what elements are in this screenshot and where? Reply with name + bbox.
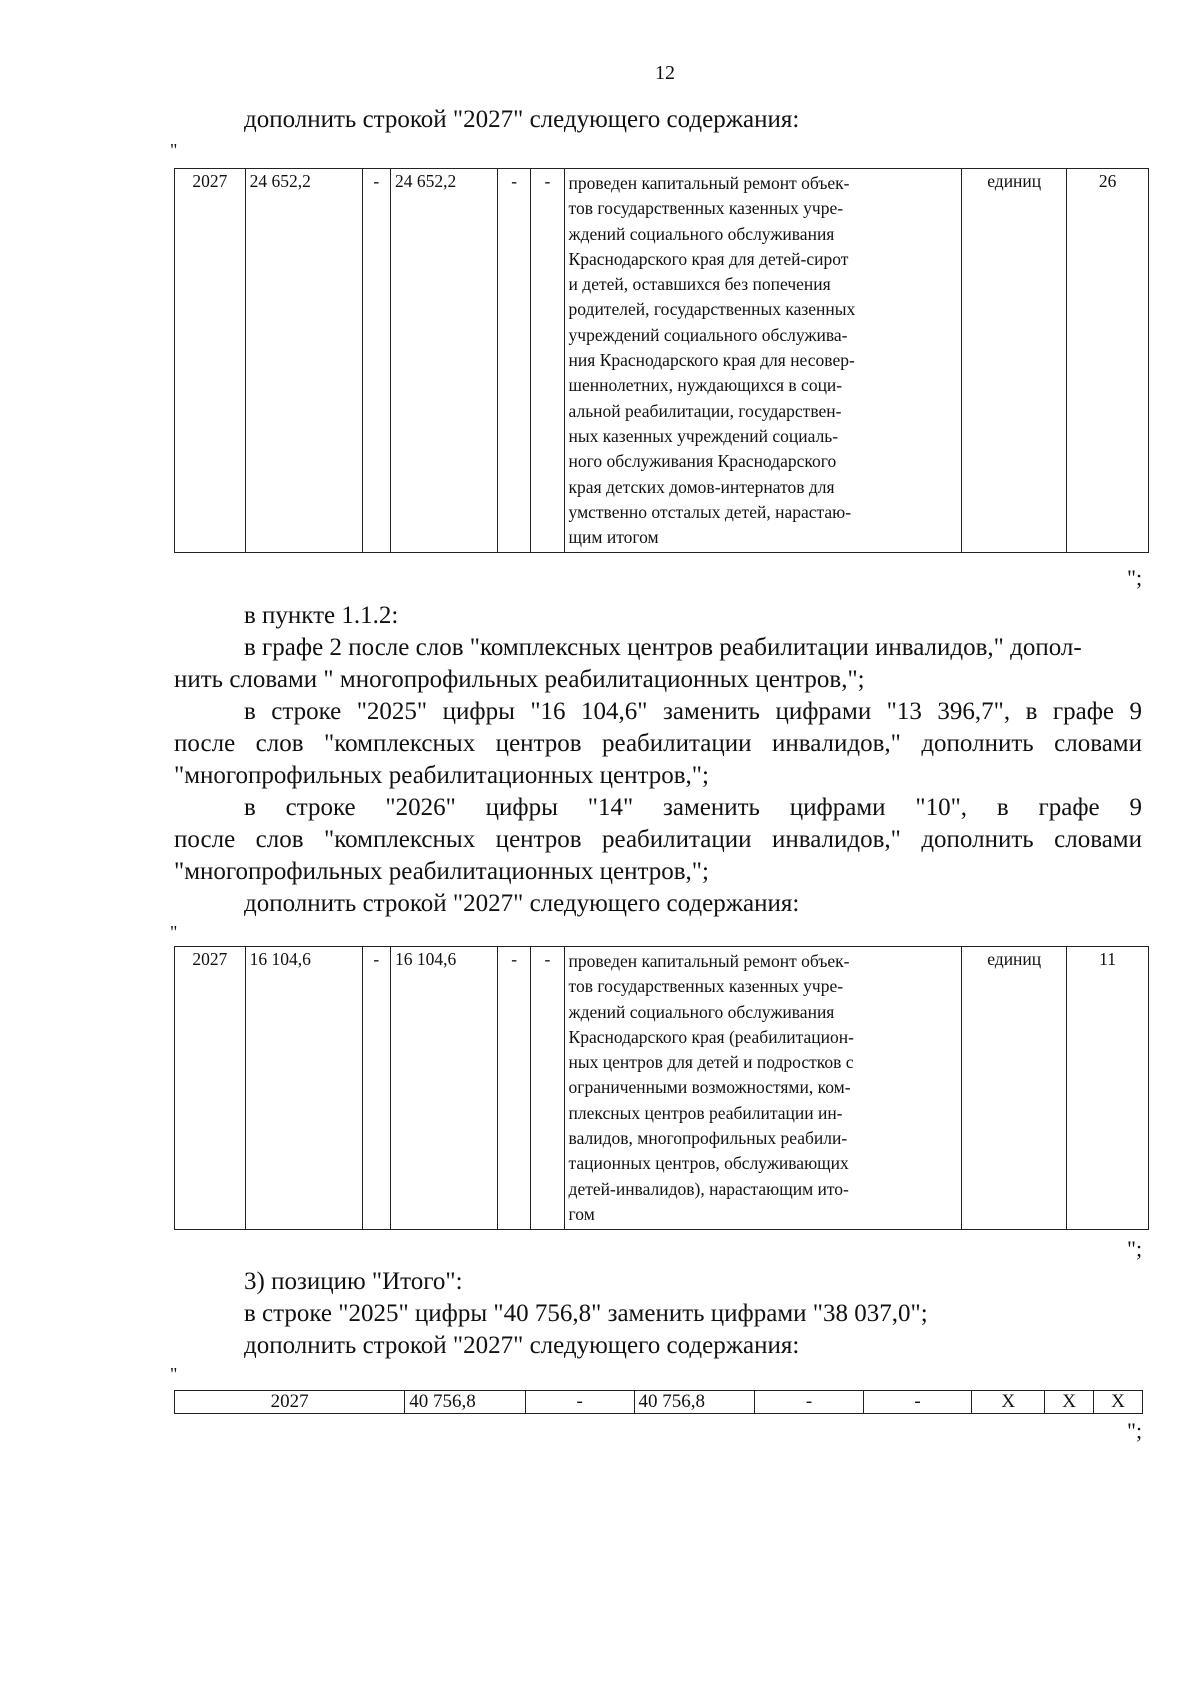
open-quote: ": [170, 1364, 178, 1384]
cell-col4: 16 104,6: [390, 947, 497, 1230]
close-quote: ";: [1127, 565, 1143, 590]
cell-year: 2027: [175, 947, 246, 1230]
section2-line3: нить словами " многопрофильных реабилитационных центров,";: [174, 666, 865, 693]
description-line: проведен капитальный ремонт объек-: [568, 951, 850, 971]
table-row: [175, 1391, 1143, 1414]
description-line: детей-инвалидов), нарастающим ито-: [568, 1178, 849, 1199]
cell-value: 11: [1067, 947, 1149, 1230]
table-2027-row-1: [174, 168, 1149, 553]
section2-line5: после слов "комплексных центров реабилитации инвалидов," дополнить словами: [174, 730, 1142, 757]
cell-total: 24 652,2: [245, 169, 362, 553]
description-line: учреждений социального обслужива-: [568, 324, 848, 345]
table-2027-total: [174, 1390, 1143, 1414]
description-line: Краснодарского края (реабилитацион-: [568, 1026, 854, 1047]
cell-col6: -: [863, 1391, 972, 1414]
description-line: родителей, государственных казенных: [568, 299, 856, 320]
cell-x3: X: [1094, 1391, 1143, 1414]
description-line: и детей, оставшихся без попечения: [568, 274, 831, 295]
description-text: [569, 171, 958, 550]
section3-line1: 3) позицию "Итого":: [244, 1268, 463, 1295]
intro-line: дополнить строкой "2027" следующего содержания:: [244, 106, 800, 133]
section2-line2: в графе 2 после слов "комплексных центров реабилитации инвалидов," допол-: [244, 634, 1082, 661]
section3-line2: в строке "2025" цифры "40 756,8" заменить цифрами "38 037,0";: [244, 1300, 928, 1327]
cell-col5: -: [497, 947, 530, 1230]
page-number: 12: [655, 62, 675, 84]
section2-line6: "многопрофильных реабилитационных центров,";: [174, 762, 709, 789]
cell-unit: единиц: [962, 947, 1067, 1230]
cell-x2: X: [1045, 1391, 1094, 1414]
open-quote: ": [170, 140, 178, 160]
section3-line3: дополнить строкой "2027" следующего содержания:: [244, 1332, 800, 1359]
description-line: щим итогом: [568, 527, 659, 548]
description-line: проведен капитальный ремонт объек-: [568, 173, 850, 193]
open-quote: ": [170, 922, 178, 942]
description-line: ных казенных учреждений социаль-: [568, 425, 839, 446]
section2-line9: "многопрофильных реабилитационных центров,";: [174, 858, 709, 885]
description-line: ного обслуживания Краснодарского: [568, 451, 837, 472]
cell-x1: X: [972, 1391, 1045, 1414]
description-line: тов государственных казенных учре-: [568, 198, 844, 219]
cell-col3: -: [362, 169, 390, 553]
cell-col5: -: [497, 169, 530, 553]
description-line: края детских домов-интернатов для: [568, 476, 835, 497]
cell-description: [564, 947, 962, 1230]
description-line: Краснодарского края для детей-сирот: [568, 248, 849, 269]
cell-unit: единиц: [962, 169, 1067, 553]
cell-col3: -: [362, 947, 390, 1230]
description-line: тов государственных казенных учре-: [568, 976, 844, 997]
description-line: валидов, многопрофильных реабили-: [568, 1128, 848, 1149]
cell-col6: -: [531, 169, 564, 553]
cell-col5: -: [755, 1391, 864, 1414]
description-line: ных центров для детей и подростков с: [568, 1052, 854, 1073]
description-line: ния Краснодарского края для несовер-: [568, 350, 855, 371]
cell-col4: 40 756,8: [634, 1391, 755, 1414]
section2-line7: в строке "2026" цифры "14" заменить цифрами "10", в графе 9: [244, 794, 1142, 821]
cell-year: 2027: [175, 169, 246, 553]
table-2027-row-2: [174, 946, 1149, 1230]
description-line: ждений социального обслуживания: [568, 223, 835, 244]
description-line: ждений социального обслуживания: [568, 1001, 835, 1022]
description-line: ограниченными возможностями, ком-: [568, 1077, 851, 1098]
cell-total: 16 104,6: [245, 947, 362, 1230]
description-text: [569, 949, 958, 1227]
close-quote: ";: [1127, 1418, 1143, 1443]
cell-col3: -: [525, 1391, 634, 1414]
description-line: плексных центров реабилитации ин-: [568, 1102, 843, 1123]
cell-col4: 24 652,2: [390, 169, 497, 553]
description-line: тационных центров, обслуживающих: [568, 1153, 849, 1174]
description-line: шеннолетних, нуждающихся в соци-: [568, 375, 843, 396]
cell-description: [564, 169, 962, 553]
description-line: гом: [568, 1203, 595, 1224]
table-row: [175, 169, 1149, 553]
section2-line8: после слов "комплексных центров реабилитации инвалидов," дополнить словами: [174, 826, 1142, 853]
description-line: альной реабилитации, государствен-: [568, 400, 842, 421]
close-quote: ";: [1127, 1236, 1143, 1261]
cell-value: 26: [1067, 169, 1149, 553]
cell-col6: -: [531, 947, 564, 1230]
table-row: [175, 947, 1149, 1230]
cell-total: 40 756,8: [405, 1391, 526, 1414]
section2-line4: в строке "2025" цифры "16 104,6" заменить цифрами "13 396,7", в графе 9: [244, 698, 1142, 725]
section2-line1: в пункте 1.1.2:: [244, 602, 399, 629]
cell-year: 2027: [175, 1391, 405, 1414]
description-line: умственно отсталых детей, нарастаю-: [568, 501, 852, 522]
section2-line10: дополнить строкой "2027" следующего содержания:: [244, 890, 800, 917]
